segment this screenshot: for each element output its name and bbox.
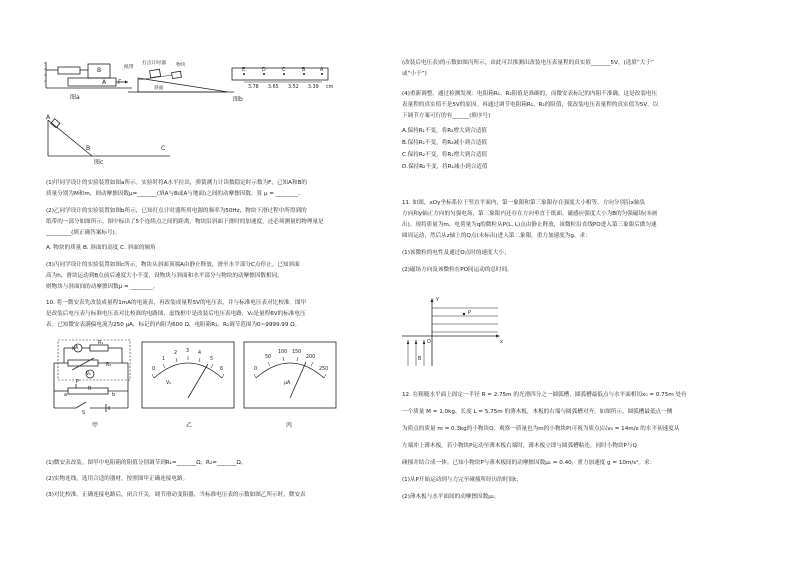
voltmeter-tick: 5 xyxy=(210,357,214,362)
q10-part4: 表量程的真实值不是5V的原因。再通过调节电阻箱R₁、R₂的阻值，使改装电压表量程的真实值为5V，以 xyxy=(402,102,659,108)
fig-b-caption: 图b xyxy=(233,96,243,103)
q9-line: (2)乙同学设计的实验装置如图b所示，已知打点计时器所用电源的频率为50Hz，物块下滑过程中所得到的 xyxy=(46,208,307,214)
q10-option-d: D.保持R₂不变，将R₁减小到合适值 xyxy=(402,164,488,170)
ramp-label-slope: 斜面 xyxy=(154,86,164,91)
ramp-label-block: 物块 xyxy=(176,63,186,68)
q12-line: 左端冲上薄木板。若小物块P运动至薄木板右端时，薄木板立即与圆弧槽粘连，同时小物块P与Q xyxy=(402,443,637,449)
q11-label-x: x xyxy=(500,340,503,345)
tape-point-c: C xyxy=(282,68,286,73)
tape-measure-1: 3.78 xyxy=(248,85,259,90)
voltmeter-label: V₀ xyxy=(166,381,172,386)
q11-line: 圆周运动，然后从z轴上的Q点(未标出)进入第二象限。重力加速度为g。求： xyxy=(402,233,591,239)
microammeter-caption: 丙 xyxy=(286,422,293,429)
q11-line: 方向和y轴正方向的匀强电场，第三象限内还存在方向垂直于纸面、磁感应强度大小为B的匀强磁场(未画 xyxy=(402,211,658,217)
q9-line: 高为h，滑块运动到B点前后速度大小不变，设物块与斜面和水平部分与物块的动摩擦因数相同， xyxy=(46,273,283,279)
fig-a-label-b: B xyxy=(97,67,102,74)
fig-a-label-f: F xyxy=(118,79,122,86)
tape-point-a: A xyxy=(320,68,324,73)
q12-part2: (2)薄木板与水平面间的动摩擦因数μ₂。 xyxy=(402,494,500,500)
q12-line: 12. 在粗糙水平面上固定一半径 R = 2.75m 的光滑四分之一圆弧槽，圆弧槽最低点与水平面相切x₀ = 0.75m 处有 xyxy=(402,392,687,398)
q10-option-a: A.保持R₁不变，将R₂增大到合适值 xyxy=(402,128,487,134)
circuit-label-r1: R₁ xyxy=(98,341,104,346)
fig-c-label-a: A xyxy=(46,114,51,121)
q9-options: A. 物块的质量 B. 斜面的高度 C. 斜面的倾角 xyxy=(46,245,156,251)
tape-unit: cm xyxy=(326,85,334,90)
q11-part2: (2)磁场方向及该微粒在PO间运动的总时间。 xyxy=(402,267,513,273)
q11-label-p: P xyxy=(468,311,471,316)
q10-option-c: C.保持R₂不变，将R₁增大到合适值 xyxy=(402,152,488,158)
tape-measure-2: 3.65 xyxy=(268,85,279,90)
microammeter-tick: 50 xyxy=(265,355,272,360)
tape-measure-3: 3.52 xyxy=(288,85,299,90)
microammeter-tick: 0 xyxy=(254,367,258,372)
q11-label-b: B xyxy=(418,357,422,362)
circuit-label-ua: μA xyxy=(72,346,79,351)
fig-c-label-c: C xyxy=(161,145,166,152)
circuit-label-p: P xyxy=(76,380,79,385)
q9-line: 质量分别为M和m，则动摩擦因数μ=_______(填A与B或A与地面)之间的动摩擦因数，算 μ = ________。 xyxy=(46,191,304,197)
q10-part4: (4)重新调整。通过检测发现：电阻箱R₁、R₂阻值是准确的，而微安表标记的内阻不准确，这是改装电压 xyxy=(402,91,658,97)
q10-line: 表。已知微安表满偏电流为250 μA，标记的内阻为600 Ω，电阻箱R₁、R₂调节范围为0~9999.99 Ω。 xyxy=(46,322,301,328)
q9-line: _________(填正确答案标号)。 xyxy=(46,230,121,236)
circuit-label-r: R xyxy=(88,387,92,392)
voltmeter-tick: 0 xyxy=(152,367,156,372)
voltmeter-tick: 2 xyxy=(174,351,178,356)
tape-point-e: E xyxy=(242,68,246,73)
q10-continued: 或“小于”) xyxy=(402,71,427,77)
tape-point-b: B xyxy=(302,68,306,73)
circuit-label-v0: V₀ xyxy=(86,372,92,377)
q12-line: 一个质量 M = 1.0kg、长度 L = 5.75m 的薄木板，木板的右端与圆弧槽对齐，如图所示。圆弧槽最低点一侧 xyxy=(402,409,673,415)
fig-c-caption: 图c xyxy=(94,159,104,166)
q9-line: (3)丙同学设计的实验装置如图c所示，物块从斜面顶端A由静止释放，滑至水平部分C点停止。已知斜面 xyxy=(46,262,300,268)
q12-part1: (1)从P开始运动到与力完至碰撞所经历的时间t； xyxy=(402,477,522,483)
q11-part1: (1)该微粒的电性及通过O点时的速度大小； xyxy=(402,250,510,256)
fig-a-label-a: A xyxy=(102,79,107,86)
circuit-label-r2: R₂ xyxy=(106,363,112,368)
circuit-label-s: S xyxy=(82,411,86,416)
q9-line: (1)甲同学设计的实验装置如图a所示。实验时将A水平拉出，弹簧测力计读数稳定时示数为F，已知A和B的 xyxy=(46,180,307,186)
circuit-diagram xyxy=(46,338,136,418)
q10-part3: (3)对比校准。正确连接电路后，闭合开关，调节滑动变阻器，当标准电压表的示数如图乙所示时，微安表 xyxy=(46,492,306,498)
q12-line: 碰撞并结合成一体。已知小物块P与薄木板间的动摩擦因数μ₁ = 0.40，重力加速度 g = 10m/s²。求： xyxy=(402,460,656,466)
q11-line: 出)。现将质量为m、电荷量为q的微粒从P(L, L)点由静止释放，该微粒沿直线PO进入第三象限后做匀速 xyxy=(402,222,657,228)
microammeter-label: μA xyxy=(284,381,291,386)
tape-point-d: D xyxy=(262,68,266,73)
fig-a-caption: 图a xyxy=(70,94,80,101)
fig-c-label-b: B xyxy=(86,145,91,152)
q10-part2: (2)实物连线。选用合适的器材，按照图甲正确连接电路。 xyxy=(46,476,189,482)
ramp-label-paper: 纸带 xyxy=(124,65,134,70)
q9-line: 则物块与斜面间的动摩擦因数μ = ________。 xyxy=(46,284,159,290)
q9-line: 纸带的一部分如图所示，图中标出了5个连续点之间的距离，物块沿斜面下滑时的加速度，还必须测量的物理量是 xyxy=(46,219,324,225)
figure-c xyxy=(44,114,174,160)
circuit-caption: 甲 xyxy=(92,422,99,429)
q11-label-o: O xyxy=(427,340,431,345)
microammeter-bing xyxy=(242,340,338,412)
voltmeter-caption: 乙 xyxy=(186,422,193,429)
ramp-label-timer: 打点计时器 xyxy=(142,61,166,66)
voltmeter-tick: 3 xyxy=(186,349,190,354)
q11-label-y: y xyxy=(436,297,439,302)
microammeter-tick: 200 xyxy=(306,355,316,360)
circuit-label-b: b xyxy=(112,393,116,398)
microammeter-tick: 100 xyxy=(278,350,288,355)
q11-line: 11. 如图，xOy坐标系位于竖直平面内，第一象限和第三象限存在强度大小相等、方向分别沿x轴负 xyxy=(402,200,646,206)
q10-part1: (1)微安表改装。图甲中电阻箱的阻值分别调节到R₁=_______Ω，R₂=_______Ω。 xyxy=(46,460,247,466)
microammeter-tick: 150 xyxy=(292,350,302,355)
q11-coordinate-figure xyxy=(402,296,502,370)
q10-line: 是改装后电压表与标准电压表对比校准的电路图，虚线框中是改装后电压表电路，V₀是量程6V的标准电压 xyxy=(46,311,306,317)
tape-measure-4: 3.39 xyxy=(308,85,319,90)
voltmeter-tick: 4 xyxy=(198,351,202,356)
voltmeter-tick: 6 xyxy=(220,367,224,372)
circuit-label-a: a xyxy=(64,393,67,398)
q10-line: 10. 将一微安表先改装成量程1mA的电流表，再改装成量程5V的电压表，并与标准电压表对比校准。图甲 xyxy=(46,300,307,306)
q10-option-b: B.保持R₁不变，将R₂减小到合适值 xyxy=(402,140,487,146)
q10-continued: (改装后电压表)的示数如图丙所示，由此可以推测出改装电压表量程的真实值_______5V。(选填“大于” xyxy=(402,60,654,66)
q12-line: 为质点的质量 m = 0.3kg的小物块Q，观察一质量也为m的小物块P(可视为质点)以v₀ = 14m/s 的水平初速度从 xyxy=(402,426,680,432)
microammeter-tick: 250 xyxy=(319,367,329,372)
q10-part4: 下调节方案可行的有______(填序号) xyxy=(402,113,491,119)
voltmeter-tick: 1 xyxy=(162,357,166,362)
